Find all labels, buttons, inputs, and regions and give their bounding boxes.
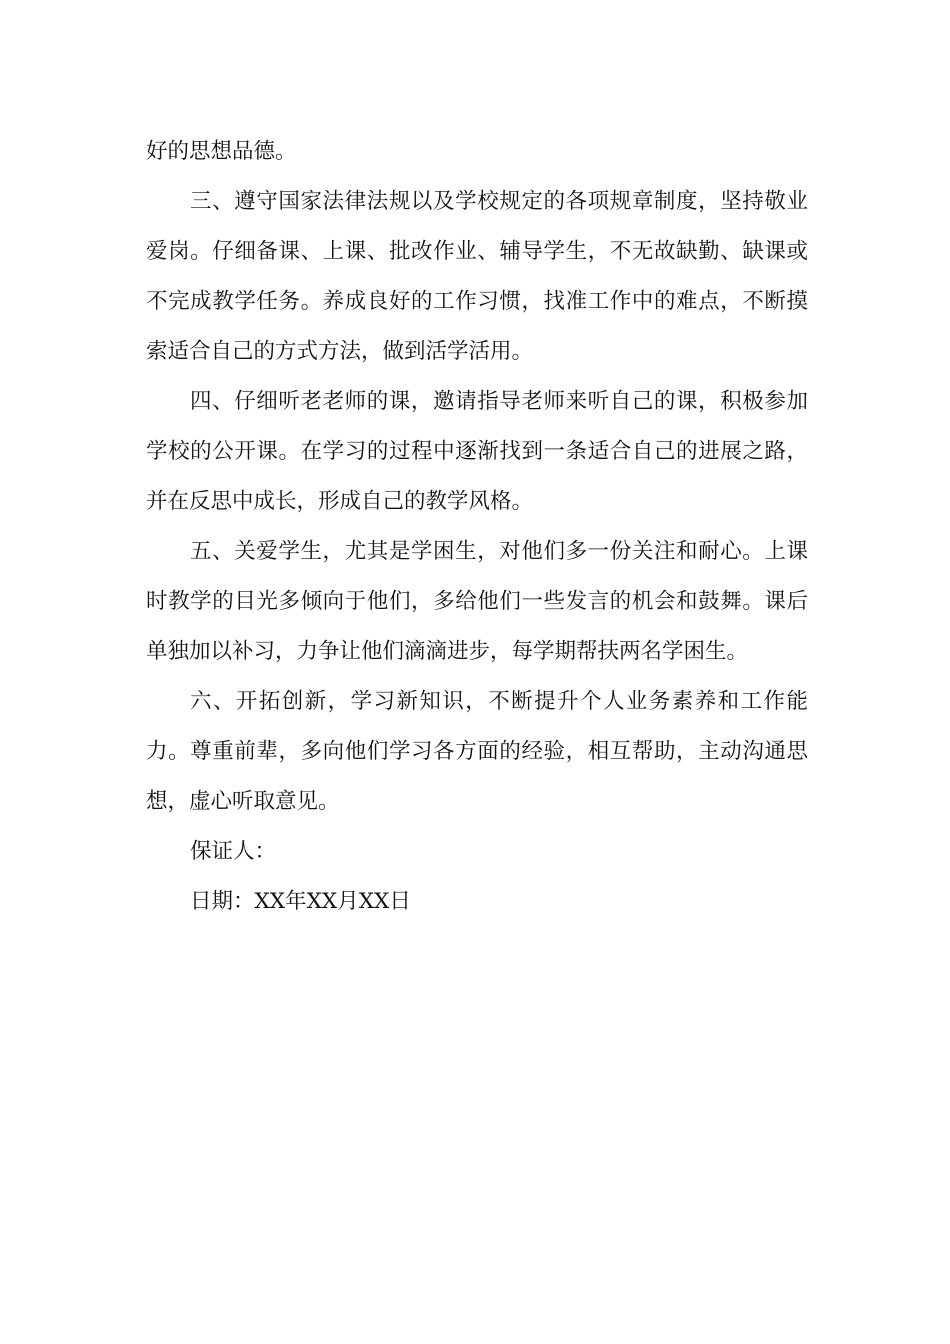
paragraph-item-three: 三、遵守国家法律法规以及学校规定的各项规章制度，坚持敬业爱岗。仔细备课、上课、批改作业、辅导学生，不无故缺勤、缺课或不完成教学任务。养成良好的工作习惯，找准工作中的难点，不断摸索适合自己的方式方法，做到活学活用。 — [146, 189, 808, 364]
document-body — [146, 127, 808, 927]
paragraph-item-five: 五、关爱学生，尤其是学困生，对他们多一份关注和耐心。上课时教学的目光多倾向于他们，多给他们一些发言的机会和鼓舞。课后单独加以补习，力争让他们滴滴进步，每学期帮扶两名学困生。 — [146, 539, 808, 664]
paragraph-item-four: 四、仔细听老老师的课，邀请指导老师来听自己的课，积极参加学校的公开课。在学习的过程中逐渐找到一条适合自己的进展之路，并在反思中成长，形成自己的教学风格。 — [146, 389, 808, 514]
date-line: 日期：XX年XX月XX日 — [190, 889, 411, 914]
signature-label: 保证人： — [190, 839, 277, 864]
paragraph-item-six: 六、开拓创新，学习新知识，不断提升个人业务素养和工作能力。尊重前辈，多向他们学习各方面的经验，相互帮助，主动沟通思想，虚心听取意见。 — [146, 689, 808, 814]
paragraph-continued: 好的思想品德。 — [146, 139, 297, 164]
